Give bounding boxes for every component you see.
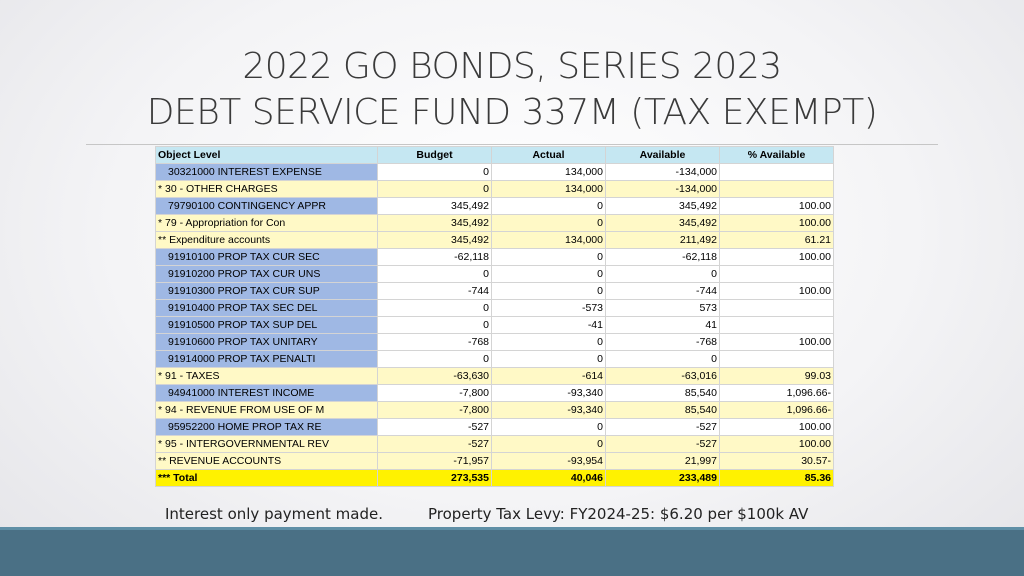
row-label: ** Expenditure accounts xyxy=(156,232,378,249)
row-pct-available xyxy=(720,351,834,368)
row-actual: 134,000 xyxy=(492,164,606,181)
header-available: Available xyxy=(606,147,720,164)
row-label: ** REVENUE ACCOUNTS xyxy=(156,453,378,470)
row-budget: -63,630 xyxy=(378,368,492,385)
row-actual: -573 xyxy=(492,300,606,317)
row-available: -527 xyxy=(606,436,720,453)
title-divider xyxy=(86,144,938,145)
row-budget: -768 xyxy=(378,334,492,351)
row-available: 85,540 xyxy=(606,402,720,419)
row-pct-available xyxy=(720,164,834,181)
row-pct-available: 100.00 xyxy=(720,419,834,436)
row-available: 0 xyxy=(606,351,720,368)
row-pct-available: 100.00 xyxy=(720,283,834,300)
row-available: 85,540 xyxy=(606,385,720,402)
header-actual: Actual xyxy=(492,147,606,164)
table-row xyxy=(156,436,834,453)
row-budget: 345,492 xyxy=(378,198,492,215)
row-pct-available xyxy=(720,300,834,317)
row-label: *** Total xyxy=(156,470,378,487)
row-pct-available: 100.00 xyxy=(720,215,834,232)
note-interest-only: Interest only payment made. xyxy=(165,505,383,523)
row-available: 41 xyxy=(606,317,720,334)
row-label: 91910600 PROP TAX UNITARY xyxy=(156,334,378,351)
row-budget: 0 xyxy=(378,266,492,283)
row-available: 345,492 xyxy=(606,215,720,232)
row-pct-available xyxy=(720,266,834,283)
row-label: 91910200 PROP TAX CUR UNS xyxy=(156,266,378,283)
header-pct-available: % Available xyxy=(720,147,834,164)
table-row xyxy=(156,402,834,419)
table-row xyxy=(156,351,834,368)
row-actual: -614 xyxy=(492,368,606,385)
row-actual: 134,000 xyxy=(492,232,606,249)
row-actual: -41 xyxy=(492,317,606,334)
row-actual: -93,954 xyxy=(492,453,606,470)
row-pct-available: 1,096.66- xyxy=(720,385,834,402)
table-row xyxy=(156,232,834,249)
row-pct-available: 100.00 xyxy=(720,334,834,351)
row-budget: -62,118 xyxy=(378,249,492,266)
row-actual: 0 xyxy=(492,283,606,300)
row-actual: 40,046 xyxy=(492,470,606,487)
row-actual: 0 xyxy=(492,351,606,368)
table-row xyxy=(156,334,834,351)
row-budget: 0 xyxy=(378,300,492,317)
table-row xyxy=(156,283,834,300)
budget-table xyxy=(155,146,834,487)
row-actual: 0 xyxy=(492,334,606,351)
row-available: -62,118 xyxy=(606,249,720,266)
row-label: * 30 - OTHER CHARGES xyxy=(156,181,378,198)
title-line-1: 2022 GO BONDS, SERIES 2023 xyxy=(242,46,782,87)
table-body xyxy=(156,164,834,487)
row-label: 91910100 PROP TAX CUR SEC xyxy=(156,249,378,266)
row-label: 91910500 PROP TAX SUP DEL xyxy=(156,317,378,334)
table-row xyxy=(156,419,834,436)
row-actual: 0 xyxy=(492,249,606,266)
row-budget: 0 xyxy=(378,351,492,368)
row-actual: 0 xyxy=(492,266,606,283)
table-row xyxy=(156,300,834,317)
table-row xyxy=(156,368,834,385)
row-label: * 95 - INTERGOVERNMENTAL REV xyxy=(156,436,378,453)
row-budget: -744 xyxy=(378,283,492,300)
row-budget: 0 xyxy=(378,164,492,181)
row-pct-available: 99.03 xyxy=(720,368,834,385)
row-budget: -527 xyxy=(378,436,492,453)
table-row xyxy=(156,198,834,215)
table-row xyxy=(156,317,834,334)
row-budget: 273,535 xyxy=(378,470,492,487)
row-pct-available: 100.00 xyxy=(720,249,834,266)
row-label: * 91 - TAXES xyxy=(156,368,378,385)
row-label: 91914000 PROP TAX PENALTI xyxy=(156,351,378,368)
row-budget: 0 xyxy=(378,181,492,198)
row-budget: -7,800 xyxy=(378,402,492,419)
row-actual: -93,340 xyxy=(492,402,606,419)
row-budget: 345,492 xyxy=(378,232,492,249)
row-label: 94941000 INTEREST INCOME xyxy=(156,385,378,402)
row-available: -134,000 xyxy=(606,181,720,198)
row-pct-available xyxy=(720,181,834,198)
row-available: 233,489 xyxy=(606,470,720,487)
row-available: 21,997 xyxy=(606,453,720,470)
row-pct-available xyxy=(720,317,834,334)
row-available: -768 xyxy=(606,334,720,351)
row-label: 91910300 PROP TAX CUR SUP xyxy=(156,283,378,300)
row-budget: -71,957 xyxy=(378,453,492,470)
row-pct-available: 30.57- xyxy=(720,453,834,470)
slide-title xyxy=(0,44,1024,136)
row-available: 211,492 xyxy=(606,232,720,249)
row-available: 345,492 xyxy=(606,198,720,215)
footer-band xyxy=(0,530,1024,576)
table-row xyxy=(156,453,834,470)
table-row xyxy=(156,470,834,487)
title-line-2: DEBT SERVICE FUND 337M (TAX EXEMPT) xyxy=(146,92,878,133)
row-available: 0 xyxy=(606,266,720,283)
row-pct-available: 100.00 xyxy=(720,198,834,215)
table-header-row xyxy=(156,147,834,164)
row-pct-available: 100.00 xyxy=(720,436,834,453)
table-row xyxy=(156,215,834,232)
row-budget: 345,492 xyxy=(378,215,492,232)
row-actual: -93,340 xyxy=(492,385,606,402)
row-actual: 134,000 xyxy=(492,181,606,198)
header-object-level: Object Level xyxy=(156,147,378,164)
row-available: -63,016 xyxy=(606,368,720,385)
row-available: -134,000 xyxy=(606,164,720,181)
row-pct-available: 61.21 xyxy=(720,232,834,249)
note-property-tax-levy: Property Tax Levy: FY2024-25: $6.20 per $100k AV xyxy=(428,505,809,523)
row-budget: 0 xyxy=(378,317,492,334)
table-row xyxy=(156,385,834,402)
row-label: * 79 - Appropriation for Con xyxy=(156,215,378,232)
row-actual: 0 xyxy=(492,215,606,232)
table-row xyxy=(156,164,834,181)
row-actual: 0 xyxy=(492,198,606,215)
table-row xyxy=(156,266,834,283)
row-available: -527 xyxy=(606,419,720,436)
row-budget: -527 xyxy=(378,419,492,436)
table-row xyxy=(156,249,834,266)
row-actual: 0 xyxy=(492,419,606,436)
row-pct-available: 85.36 xyxy=(720,470,834,487)
row-label: 91910400 PROP TAX SEC DEL xyxy=(156,300,378,317)
row-budget: -7,800 xyxy=(378,385,492,402)
header-budget: Budget xyxy=(378,147,492,164)
row-label: 79790100 CONTINGENCY APPR xyxy=(156,198,378,215)
row-label: 30321000 INTEREST EXPENSE xyxy=(156,164,378,181)
table-row xyxy=(156,181,834,198)
row-available: 573 xyxy=(606,300,720,317)
row-actual: 0 xyxy=(492,436,606,453)
row-label: 95952200 HOME PROP TAX RE xyxy=(156,419,378,436)
row-available: -744 xyxy=(606,283,720,300)
row-pct-available: 1,096.66- xyxy=(720,402,834,419)
row-label: * 94 - REVENUE FROM USE OF M xyxy=(156,402,378,419)
